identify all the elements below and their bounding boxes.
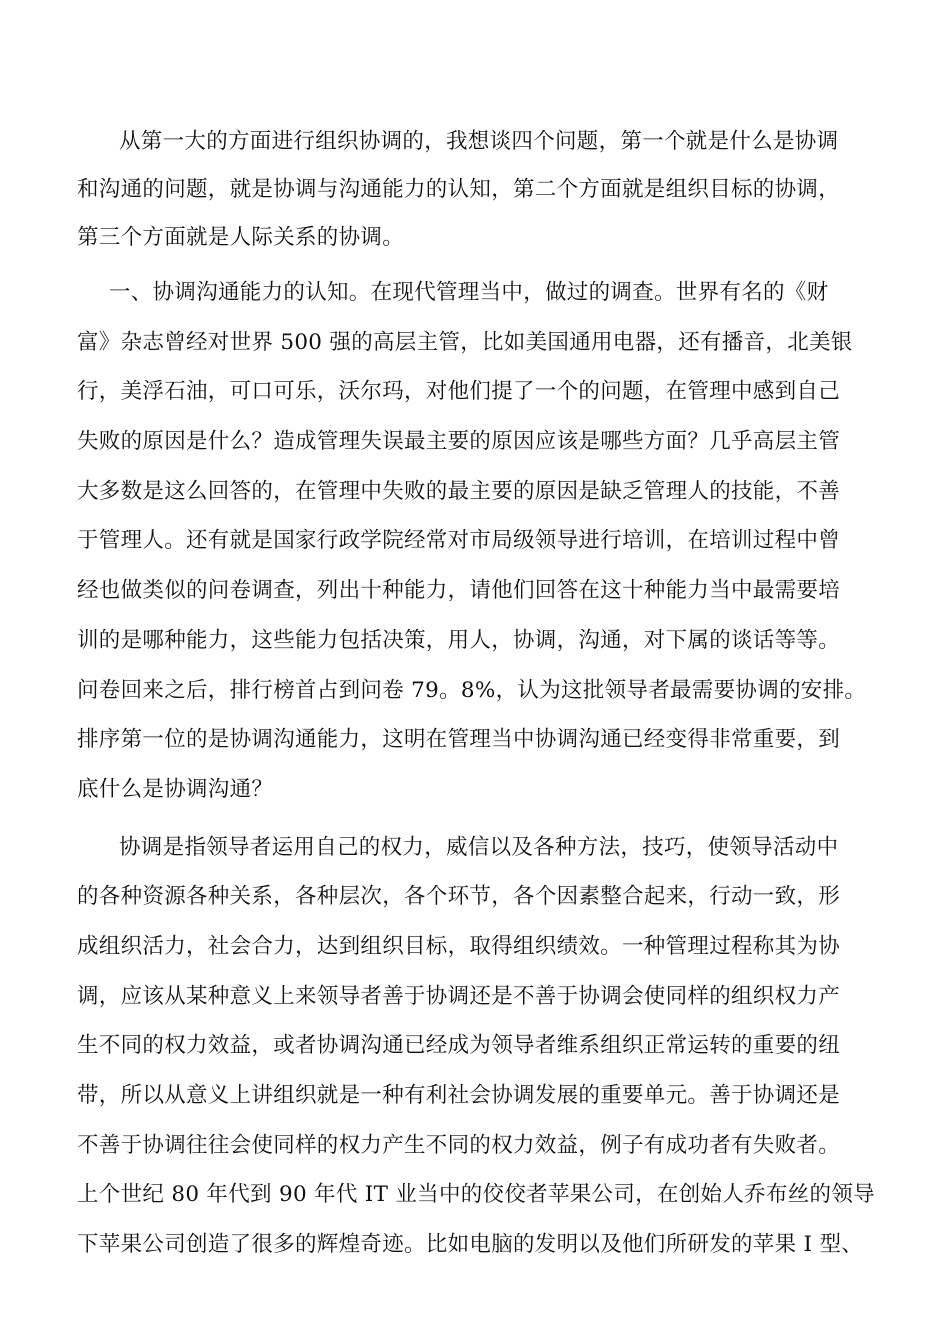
text-line: 底什么是协调沟通？: [77, 776, 274, 802]
text-line: 调，应该从某种意义上来领导者善于协调还是不善于协调会使同样的组织权力产: [77, 983, 841, 1009]
text-line: 一、协调沟通能力的认知。在现代管理当中，做过的调查。世界有名的《财: [109, 280, 829, 305]
text-line: 第三个方面就是人际关系的协调。: [77, 225, 405, 250]
text-line: 成组织活力，社会合力，达到组织目标，取得组织绩效。一种管理过程称其为协: [77, 933, 841, 959]
text-line: 失败的原因是什么？造成管理失误最主要的原因应该是哪些方面？几乎高层主管: [77, 429, 841, 455]
text-line: 下苹果公司创造了很多的辉煌奇迹。比如电脑的发明以及他们所研发的苹果 I 型、: [77, 1232, 864, 1258]
text-line: 训的是哪种能力，这些能力包括决策，用人，协调，沟通，对下属的谈话等等。: [77, 627, 841, 653]
text-line: 从第一大的方面进行组织协调的，我想谈四个问题，第一个就是什么是协调: [119, 129, 839, 154]
text-line: 带，所以从意义上讲组织就是一种有利社会协调发展的重要单元。善于协调还是: [77, 1083, 841, 1108]
text-line: 富》杂志曾经对世界 500 强的高层主管，比如美国通用电器，还有播音，北美银: [77, 329, 853, 355]
paragraph-intro: [77, 118, 877, 262]
text-line: 排序第一位的是协调沟通能力，这明在管理当中协调沟通已经变得非常重要，到: [77, 727, 841, 753]
paragraph-section-one: [77, 268, 877, 815]
text-line: 于管理人。还有就是国家行政学院经常对市局级领导进行培训，在培训过程中曾: [77, 528, 841, 554]
text-line: 不善于协调往往会使同样的权力产生不同的权力效益，例子有成功者有失败者。: [77, 1132, 841, 1158]
document-body: [77, 118, 877, 1270]
text-line: 和沟通的问题，就是协调与沟通能力的认知，第二个方面就是组织目标的协调，: [77, 177, 841, 202]
text-line: 经也做类似的问卷调查，列出十种能力，请他们回答在这十种能力当中最需要培: [77, 578, 841, 604]
text-line: 生不同的权力效益，或者协调沟通已经成为领导者维系组织正常运转的重要的纽: [77, 1033, 841, 1059]
text-line: 上个世纪 80 年代到 90 年代 IT 业当中的佼佼者苹果公司，在创始人乔布丝的领导: [77, 1182, 875, 1208]
text-line: 问卷回来之后，排行榜首占到问卷 79。8%，认为这批领导者最需要协调的安排。: [77, 677, 867, 703]
text-line: 协调是指领导者运用自己的权力，威信以及各种方法，技巧，使领导活动中: [119, 834, 839, 860]
text-line: 的各种资源各种关系，各种层次，各个环节，各个因素整合起来，行动一致，形: [77, 884, 841, 910]
paragraph-spacer: [77, 815, 877, 823]
text-line: 行，美浮石油，可口可乐，沃尔玛，对他们提了一个的问题，在管理中感到自己: [77, 379, 841, 405]
text-line: 大多数是这么回答的，在管理中失败的最主要的原因是缺乏管理人的技能，不善: [77, 478, 841, 504]
paragraph-coordination-definition: [77, 823, 877, 1270]
